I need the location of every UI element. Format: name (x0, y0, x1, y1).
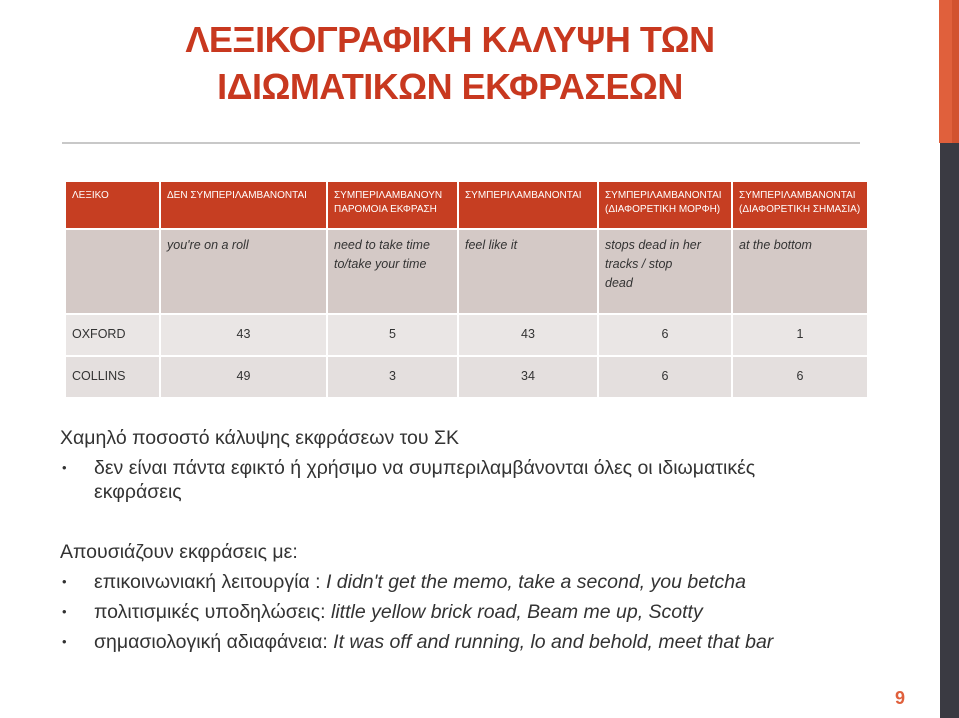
header-cell-dictionary: ΛΕΞΙΚΟ (66, 182, 161, 228)
idiom-cell: at the bottom (733, 230, 867, 313)
header-cell-different-meaning: ΣΥΜΠΕΡΙΛΑΜΒΑΝΟΝΤΑΙ (ΔΙΑΦΟΡΕΤΙΚΗ ΣΗΜΑΣΙΑ) (733, 182, 867, 228)
bullet-text-continued: εκφράσεις (94, 481, 182, 503)
edge-decoration-red-dark (952, 0, 959, 143)
header-cell-different-form: ΣΥΜΠΕΡΙΛΑΜΒΑΝΟΝΤΑΙ (ΔΙΑΦΟΡΕΤΙΚΗ ΜΟΡΦΗ) (599, 182, 733, 228)
idiom-cell: feel like it (459, 230, 599, 313)
bullet-item-semantic: σημασιολογική αδιαφάνεια: It was off and running, lo and behold, meet that bar (94, 631, 774, 653)
value-cell: 1 (733, 315, 867, 355)
edge-decoration-dark (940, 143, 959, 718)
dictionary-name: OXFORD (66, 315, 161, 355)
dictionary-name: COLLINS (66, 357, 161, 397)
idiom-cell: you're on a roll (161, 230, 328, 313)
coverage-table (66, 180, 867, 399)
value-cell: 34 (459, 357, 599, 397)
value-cell: 3 (328, 357, 459, 397)
idiom-cell: stops dead in her tracks / stop dead (599, 230, 733, 313)
notes-heading-missing: Απουσιάζουν εκφράσεις με: (60, 541, 298, 563)
table-row-idioms (66, 230, 867, 313)
title-divider (62, 142, 860, 144)
header-cell-similar: ΣΥΜΠΕΡΙΛΑΜΒΑΝΟΥΝ ΠΑΡΟΜΟΙΑ ΕΚΦΡΑΣΗ (328, 182, 459, 228)
bullet-icon: • (62, 460, 67, 475)
table-row-oxford (66, 315, 867, 355)
header-cell-included: ΣΥΜΠΕΡΙΛΑΜΒΑΝΟΝΤΑΙ (459, 182, 599, 228)
slide-title-line-2: ΙΔΙΩΜΑΤΙΚΩΝ ΕΚΦΡΑΣΕΩΝ (217, 66, 683, 107)
table-header-row (66, 182, 867, 228)
slide-title-line-1: ΛΕΞΙΚΟΓΡΑΦΙΚΗ ΚΑΛΥΨΗ ΤΩΝ (185, 19, 715, 60)
bullet-icon: • (62, 604, 67, 619)
idiom-cell-empty (66, 230, 161, 313)
bullet-text: δεν είναι πάντα εφικτό ή χρήσιμο να συμπεριλαμβάνονται όλες οι ιδιωματικές (94, 457, 756, 479)
notes-heading-coverage: Χαμηλό ποσοστό κάλυψης εκφράσεων του ΣΚ (60, 427, 460, 449)
value-cell: 43 (459, 315, 599, 355)
idiom-cell: need to take time to/take your time (328, 230, 459, 313)
bullet-icon: • (62, 574, 67, 589)
slide-title (60, 16, 840, 110)
value-cell: 49 (161, 357, 328, 397)
value-cell: 6 (599, 315, 733, 355)
value-cell: 5 (328, 315, 459, 355)
value-cell: 6 (733, 357, 867, 397)
bullet-item-communicative: επικοινωνιακή λειτουργία : I didn't get the memo, take a second, you betcha (94, 571, 746, 593)
table-row-collins (66, 357, 867, 397)
bullet-icon: • (62, 634, 67, 649)
header-cell-not-included: ΔΕΝ ΣΥΜΠΕΡΙΛΑΜΒΑΝΟΝΤΑΙ (161, 182, 328, 228)
value-cell: 6 (599, 357, 733, 397)
bullet-item-cultural: πολιτισμικές υποδηλώσεις: little yellow brick road, Beam me up, Scotty (94, 601, 703, 623)
value-cell: 43 (161, 315, 328, 355)
page-number: 9 (895, 688, 906, 708)
